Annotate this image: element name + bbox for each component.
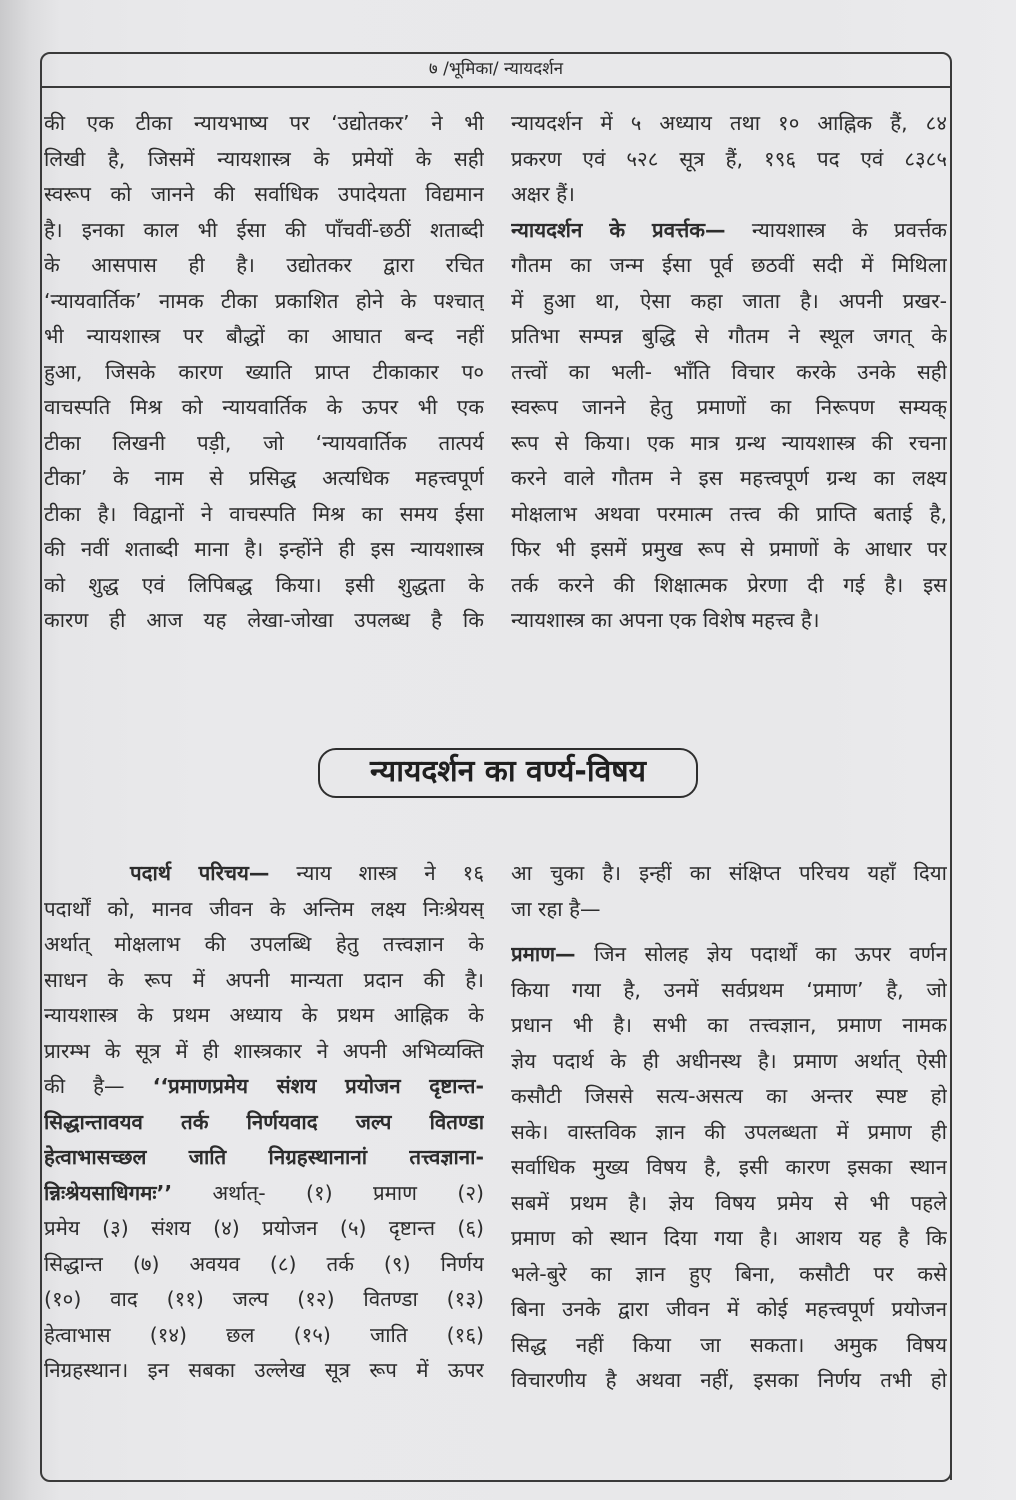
bottom-right-column (511, 856, 947, 1399)
text-line: ‘न्यायवार्तिक’ नामक टीका प्रकाशित होने के पश्चात् (44, 288, 484, 313)
text-line: है। इनका काल भी ईसा की पाँचवीं-छठीं शताब्दी (44, 217, 484, 242)
text-fragment: जिन सोलह ज्ञेय पदार्थों का ऊपर वर्णन (575, 942, 947, 966)
text-line: साधन के रूप में अपनी मान्यता प्रदान की है। (44, 967, 484, 992)
right-border-line (950, 88, 952, 1480)
running-header: ७ /भूमिका/ न्यायदर्शन (40, 52, 952, 88)
text-line: न्यायशास्त्र के प्रथम अध्याय के प्रथम आह्निक के (44, 1003, 484, 1027)
text-line: तत्त्वों का भली- भाँति विचार करके उनके सही (511, 359, 947, 384)
text-line: जा रहा है— (511, 896, 601, 921)
sutra-quote-end: न्निःश्रेयसाधिगमः’’ (44, 1180, 173, 1205)
text-line: ज्ञेय पदार्थ के ही अधीनस्थ है। प्रमाण अर्थात् ऐसी (511, 1048, 947, 1073)
text-line: किया गया है, उनमें सर्वप्रथम ‘प्रमाण’ है, जो (511, 977, 947, 1002)
text-line: सके। वास्तविक ज्ञान की उपलब्धता में प्रमाण ही (511, 1119, 947, 1144)
subheading-pramaan: प्रमाण— (511, 942, 576, 966)
text-line: सर्वाधिक मुख्य विषय है, इसी कारण इसका स्थान (511, 1155, 947, 1179)
text-line: कारण ही आज यह लेखा-जोखा उपलब्ध है कि (44, 608, 484, 632)
text-line: गौतम का जन्म ईसा पूर्व छठवीं सदी में मिथिला (511, 253, 947, 277)
text-line: बिना उनके द्वारा जीवन में कोई महत्त्वपूर्ण प्रयोजन (511, 1297, 947, 1321)
text-line: प्रारम्भ के सूत्र में ही शास्त्रकार ने अपनी अभिव्यक्ति (44, 1038, 484, 1063)
subheading-pravartak: न्यायदर्शन के प्रवर्त्तक— (511, 217, 726, 242)
text-line: (१०) वाद (११) जल्प (१२) वितण्डा (१३) (44, 1287, 484, 1311)
text-line: की एक टीका न्यायभाष्य पर ‘उद्योतकर’ ने भी (44, 111, 484, 135)
section-heading-box (318, 748, 698, 798)
text-line: कसौटी जिससे सत्य-असत्य का अन्तर स्पष्ट हो (511, 1084, 947, 1108)
text-line: करने वाले गौतम ने इस महत्त्वपूर्ण ग्रन्थ का लक्ष्य (511, 466, 947, 490)
text-line: प्रमाण को स्थान दिया गया है। आशय यह है कि (511, 1226, 947, 1250)
text-line: की नवीं शताब्दी माना है। इन्होंने ही इस न्यायशास्त्र (44, 537, 484, 561)
section-heading: न्यायदर्शन का वर्ण्य-विषय (369, 754, 647, 789)
text-line: न्यायशास्त्र का अपना एक विशेष महत्त्व है। (511, 608, 820, 632)
text-line: फिर भी इसमें प्रमुख रूप से प्रमाणों के आधार पर (511, 537, 947, 561)
right-bottom-paragraph-1 (511, 856, 947, 927)
text-line: न्यायदर्शन में ५ अध्याय तथा १० आह्निक हैं, ८४ (511, 111, 947, 135)
text-line: सिद्धान्त (७) अवयव (८) तर्क (९) निर्णय (44, 1251, 484, 1276)
text-line: मोक्षलाभ अथवा परमात्म तत्त्व की प्राप्ति बताई है, (511, 501, 947, 526)
text-line: भले-बुरे का ज्ञान हुए बिना, कसौटी पर कसे (511, 1261, 947, 1286)
text-line: स्वरूप जानने हेतु प्रमाणों का निरूपण सम्यक् (511, 395, 947, 419)
text-line: प्रकरण एवं ५२८ सूत्र हैं, १९६ पद एवं ८३८५ (511, 146, 947, 171)
text-line: हेत्वाभास (१४) छल (१५) जाति (१६) (44, 1322, 484, 1347)
right-bottom-paragraph-2 (511, 937, 947, 1399)
top-left-column (44, 106, 484, 639)
text-fragment: न्याय शास्त्र ने १६ (269, 861, 484, 885)
text-line (511, 213, 947, 249)
text-line: वाचस्पति मिश्र को न्यायवार्तिक के ऊपर भी एक (44, 395, 484, 419)
bottom-left-column (44, 856, 484, 1389)
text-line: में हुआ था, ऐसा कहा जाता है। अपनी प्रखर- (511, 288, 947, 313)
text-line: तर्क करने की शिक्षात्मक प्रेरणा दी गई है। इस (511, 572, 947, 597)
text-line: निग्रहस्थान। इन सबका उल्लेख सूत्र रूप में ऊपर (44, 1358, 484, 1382)
text-line: अर्थात् मोक्षलाभ की उपलब्धि हेतु तत्त्वज्ञान के (44, 932, 484, 956)
text-line (44, 856, 484, 892)
text-line (44, 1176, 484, 1212)
sutra-quote-line: ‘‘प्रमाणप्रमेय संशय प्रयोजन दृष्टान्त- (152, 1074, 484, 1098)
sutra-quote-line: हेत्वाभासच्छल जाति निग्रहस्थानानां तत्त्वज्ञाना- (44, 1145, 484, 1169)
text-line: सिद्ध नहीं किया जा सकता। अमुक विषय (511, 1332, 947, 1357)
text-line: टीका’ के नाम से प्रसिद्ध अत्यधिक महत्त्वपूर्ण (44, 466, 484, 490)
text-line: विचारणीय है अथवा नहीं, इसका निर्णय तभी हो (511, 1368, 947, 1392)
text-line (44, 1069, 484, 1105)
text-line: सबमें प्रथम है। ज्ञेय विषय प्रमेय से भी पहले (511, 1190, 947, 1215)
text-line: भी न्यायशास्त्र पर बौद्धों का आघात बन्द नहीं (44, 324, 484, 348)
text-line: अक्षर हैं। (511, 182, 575, 206)
text-line: टीका लिखनी पड़ी, जो ‘न्यायवार्तिक तात्पर्य (44, 430, 484, 455)
text-fragment: की है— (44, 1074, 153, 1098)
text-line (511, 937, 947, 973)
text-line: हुआ, जिसके कारण ख्याति प्राप्त टीकाकार प० (44, 359, 484, 384)
text-line: के आसपास ही है। उद्योतकर द्वारा रचित (44, 253, 484, 277)
sutra-quote-line: सिद्धान्तावयव तर्क निर्णयवाद जल्प वितण्डा (44, 1109, 484, 1134)
top-right-column (511, 106, 947, 639)
right-top-paragraph-2 (511, 213, 947, 639)
text-line: को शुद्ध एवं लिपिबद्ध किया। इसी शुद्धता के (44, 572, 484, 597)
text-line: लिखी है, जिसमें न्यायशास्त्र के प्रमेयों के सही (44, 146, 484, 171)
text-fragment: न्यायशास्त्र के प्रवर्त्तक (725, 217, 947, 242)
text-line: प्रतिभा सम्पन्न बुद्धि से गौतम ने स्थूल जगत् के (511, 324, 947, 348)
right-top-paragraph-1 (511, 106, 947, 213)
subheading-padarth-parichay: पदार्थ परिचय— (130, 861, 270, 885)
text-line: पदार्थों को, मानव जीवन के अन्तिम लक्ष्य निःश्रेयस् (44, 896, 484, 921)
text-fragment: अर्थात्- (१) प्रमाण (२) (172, 1180, 484, 1205)
text-line: प्रमेय (३) संशय (४) प्रयोजन (५) दृष्टान्त (६) (44, 1216, 484, 1240)
text-line: आ चुका है। इन्हीं का संक्षिप्त परिचय यहाँ दिया (511, 861, 947, 885)
text-line: रूप से किया। एक मात्र ग्रन्थ न्यायशास्त्र की रचना (511, 430, 947, 455)
text-line: प्रधान भी है। सभी का तत्त्वज्ञान, प्रमाण नामक (511, 1013, 947, 1037)
text-line: टीका है। विद्वानों ने वाचस्पति मिश्र का समय ईसा (44, 501, 484, 526)
text-line: स्वरूप को जानने की सर्वाधिक उपादेयता विद्यमान (44, 182, 484, 206)
